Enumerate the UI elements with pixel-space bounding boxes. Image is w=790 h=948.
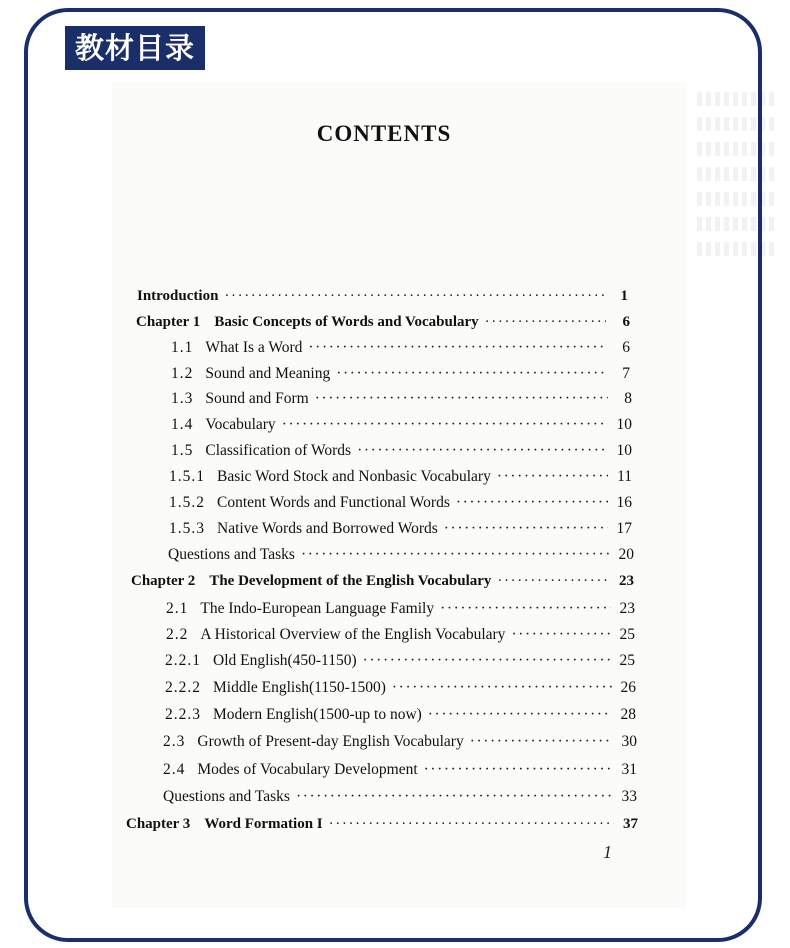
toc-entry-title: The Indo-European Language Family [200, 600, 435, 617]
toc-entry-title: Sound and Meaning [205, 365, 331, 382]
toc-entry-title: Questions and Tasks [163, 788, 290, 805]
toc-entry-title: Growth of Present-day English Vocabulary [197, 733, 464, 750]
toc-entry-title: Native Words and Borrowed Words [217, 520, 438, 537]
toc-entry-title: A Historical Overview of the English Vocabulary [200, 626, 506, 643]
toc-entry [131, 573, 634, 590]
toc-entry [171, 416, 632, 434]
toc-entry-number: 1.1 [171, 339, 194, 356]
toc-entry-number: 1.2 [171, 365, 194, 382]
toc-entry-page: 25 [619, 652, 635, 669]
bleed-through-text [697, 142, 777, 156]
toc-entry-title: Introduction [137, 288, 219, 304]
toc-entry-title: Basic Word Stock and Nonbasic Vocabulary [217, 468, 491, 485]
dot-leader [485, 314, 606, 331]
toc-entry-number: 1.5.2 [169, 494, 205, 511]
toc-entry-page: 6 [622, 339, 630, 356]
toc-entry-page: 11 [617, 468, 632, 485]
dot-leader [392, 679, 612, 697]
toc-entry-number: 2.1 [166, 600, 189, 617]
toc-entry-title: What Is a Word [205, 339, 303, 356]
toc-entry-number: 2.4 [163, 761, 186, 778]
dot-leader [428, 706, 612, 724]
toc-entry [168, 546, 634, 564]
toc-entry-page: 33 [621, 788, 637, 805]
toc-entry [136, 314, 630, 331]
toc-entry-number: 1.5 [171, 442, 194, 459]
toc-entry-title: Modes of Vocabulary Development [197, 761, 418, 778]
toc-entry-number: Chapter 1 [136, 314, 201, 330]
toc-entry-number: 2.2.2 [165, 679, 201, 696]
bleed-through-text [697, 217, 777, 231]
toc-entry-page: 23 [619, 600, 635, 617]
toc-entry-page: 6 [622, 314, 630, 330]
toc-entry-page: 26 [620, 679, 636, 696]
toc-entry [171, 365, 630, 383]
dot-leader [329, 816, 614, 833]
toc-entry [166, 626, 635, 644]
dot-leader [282, 416, 608, 434]
dot-leader [296, 788, 613, 806]
toc-entry-title: Questions and Tasks [168, 546, 295, 563]
toc-entry-number: Chapter 3 [126, 816, 191, 832]
bleed-through-text [697, 192, 777, 206]
toc-entry-page: 20 [618, 546, 634, 563]
dot-leader [511, 626, 611, 644]
toc-entry-page: 23 [619, 573, 634, 589]
toc-entry-page: 10 [616, 416, 632, 433]
toc-entry [165, 679, 636, 697]
toc-entry-page: 7 [622, 365, 630, 382]
toc-entry [137, 288, 628, 305]
toc-entry-number: Chapter 2 [131, 573, 196, 589]
toc-entry [163, 733, 637, 751]
page-title: CONTENTS [316, 121, 452, 146]
bleed-through-text [697, 167, 777, 181]
toc-entry-number: 1.5.1 [169, 468, 205, 485]
toc-entry-page: 30 [621, 733, 637, 750]
toc-entry [165, 706, 636, 724]
dot-leader [424, 761, 613, 779]
toc-entry-title: The Development of the English Vocabulary [209, 573, 492, 589]
toc-entry-page: 8 [624, 390, 632, 407]
dot-leader [363, 652, 611, 670]
toc-entry-number: 1.4 [171, 416, 194, 433]
toc-entry-title: Sound and Form [205, 390, 309, 407]
toc-entry [171, 442, 632, 460]
toc-entry-page: 25 [619, 626, 635, 643]
toc-entry-number: 2.2 [166, 626, 189, 643]
bleed-through-text [697, 92, 777, 106]
toc-entry-page: 28 [620, 706, 636, 723]
toc-entry-page: 17 [616, 520, 632, 537]
toc-entry-title: Classification of Words [205, 442, 352, 459]
dot-leader [315, 390, 608, 408]
toc-entry-title: Content Words and Functional Words [217, 494, 450, 511]
toc-entry-title: Word Formation I [204, 816, 323, 832]
toc-entry-page: 37 [623, 816, 638, 832]
dot-leader [497, 468, 608, 486]
toc-entry [163, 761, 637, 779]
dot-leader [308, 339, 606, 357]
toc-entry-title: Basic Concepts of Words and Vocabulary [214, 314, 479, 330]
dot-leader [224, 288, 604, 305]
dot-leader [336, 365, 606, 383]
toc-entry-page: 31 [621, 761, 637, 778]
toc-entry-title: Modern English(1500-up to now) [213, 706, 422, 723]
toc-entry [171, 390, 632, 408]
toc-entry [126, 816, 638, 833]
toc-entry-number: 1.3 [171, 390, 194, 407]
toc-entry-page: 16 [616, 494, 632, 511]
page-number: 1 [603, 842, 612, 862]
toc-entry [171, 339, 630, 357]
dot-leader [301, 546, 610, 564]
section-badge: 教材目录 [65, 26, 205, 70]
dot-leader [497, 573, 610, 590]
toc-entry-title: Old English(450-1150) [213, 652, 357, 669]
dot-leader [470, 733, 613, 751]
dot-leader [444, 520, 608, 538]
toc-entry [169, 494, 632, 512]
dot-leader [440, 600, 611, 618]
toc-entry-number: 2.2.1 [165, 652, 201, 669]
dot-leader [456, 494, 608, 512]
toc-entry-page: 10 [616, 442, 632, 459]
bleed-through-text [697, 117, 777, 131]
dot-leader [357, 442, 608, 460]
toc-entry [169, 520, 632, 538]
toc-entry-title: Middle English(1150-1500) [213, 679, 386, 696]
toc-entry [165, 652, 635, 670]
bleed-through-text [697, 242, 777, 256]
toc-entry [166, 600, 635, 618]
toc-entry-number: 2.2.3 [165, 706, 201, 723]
toc-entry-title: Vocabulary [205, 416, 276, 433]
toc-entry-number: 1.5.3 [169, 520, 205, 537]
toc-entry [169, 468, 632, 486]
toc-entry-page: 1 [620, 288, 628, 304]
toc-entry-number: 2.3 [163, 733, 186, 750]
toc-entry [163, 788, 637, 806]
